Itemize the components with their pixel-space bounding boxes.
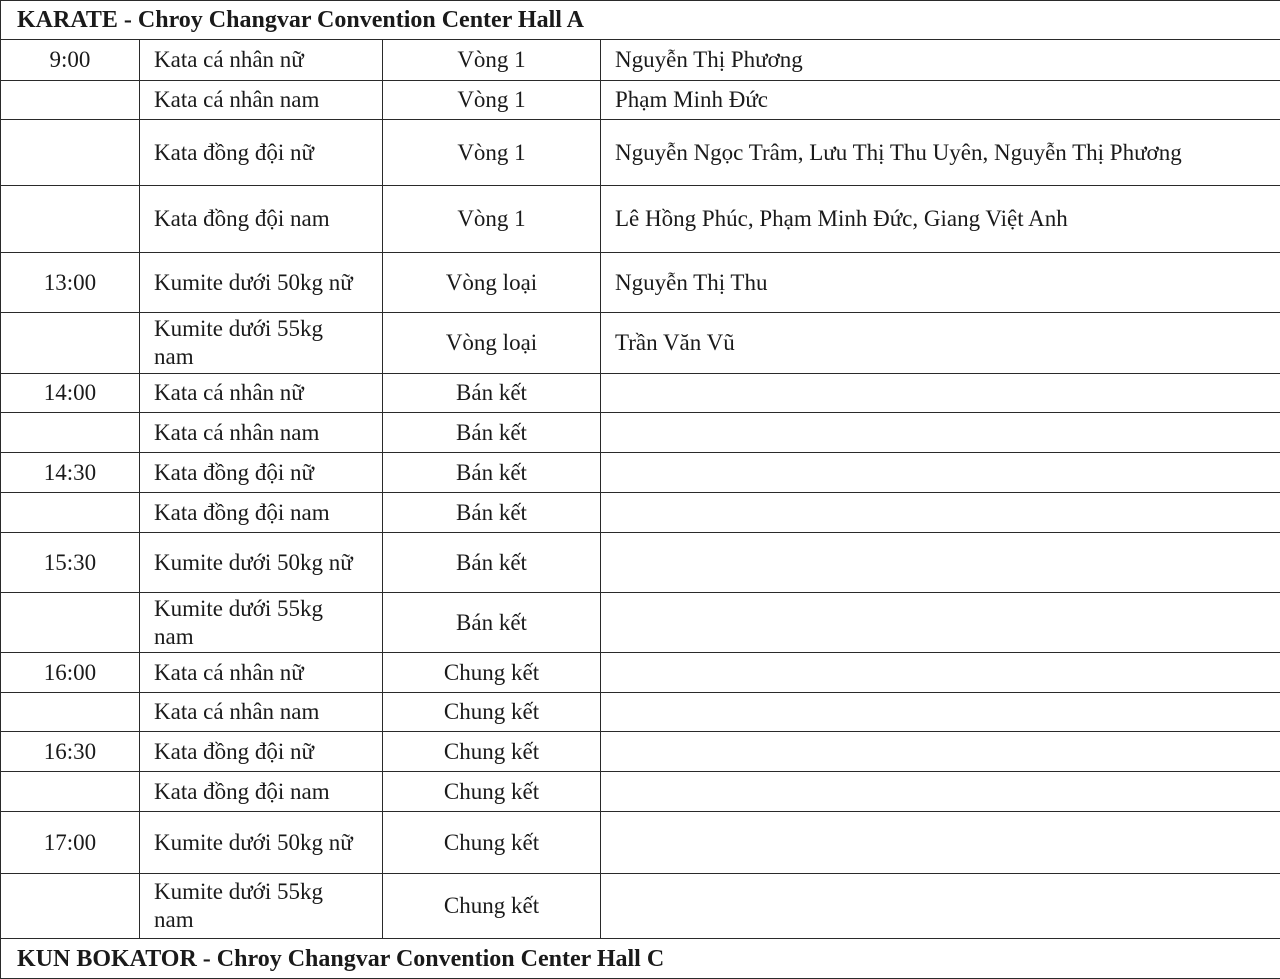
event-cell: Kumite dưới 55kg nam [140, 874, 383, 939]
time-cell: 9:00 [1, 40, 140, 81]
athletes-cell [601, 732, 1280, 772]
event-cell: Kata đồng đội nữ [140, 732, 383, 772]
athletes-cell [601, 874, 1280, 939]
event-cell: Kumite dưới 50kg nữ [140, 533, 383, 593]
table-row [1, 732, 1280, 772]
athletes-cell [601, 653, 1280, 693]
round-cell: Bán kết [383, 413, 601, 453]
event-cell: Kata cá nhân nữ [140, 40, 383, 81]
time-cell [1, 81, 140, 120]
time-cell [1, 593, 140, 653]
table-row [1, 812, 1280, 874]
event-cell: Kata cá nhân nam [140, 693, 383, 732]
event-cell: Kata đồng đội nữ [140, 453, 383, 493]
athletes-cell [601, 772, 1280, 812]
round-cell: Vòng 1 [383, 186, 601, 253]
section-header-row [1, 939, 1280, 979]
table-row [1, 874, 1280, 939]
event-cell: Kumite dưới 50kg nữ [140, 812, 383, 874]
event-cell: Kata đồng đội nữ [140, 120, 383, 186]
athletes-cell: Trần Văn Vũ [601, 313, 1280, 374]
time-cell [1, 874, 140, 939]
round-cell: Bán kết [383, 533, 601, 593]
table-row [1, 653, 1280, 693]
round-cell: Vòng loại [383, 313, 601, 374]
table-row [1, 120, 1280, 186]
round-cell: Chung kết [383, 653, 601, 693]
event-cell: Kumite dưới 50kg nữ [140, 253, 383, 313]
athletes-cell [601, 493, 1280, 533]
table-row [1, 186, 1280, 253]
table-row [1, 40, 1280, 81]
athletes-cell [601, 693, 1280, 732]
time-cell [1, 313, 140, 374]
time-cell [1, 120, 140, 186]
round-cell: Vòng loại [383, 253, 601, 313]
event-cell: Kumite dưới 55kg nam [140, 593, 383, 653]
event-cell: Kumite dưới 55kg nam [140, 313, 383, 374]
round-cell: Chung kết [383, 732, 601, 772]
round-cell: Bán kết [383, 493, 601, 533]
table-row [1, 81, 1280, 120]
athletes-cell: Nguyễn Ngọc Trâm, Lưu Thị Thu Uyên, Nguyễn Thị Phương [601, 120, 1280, 186]
athletes-cell: Nguyễn Thị Thu [601, 253, 1280, 313]
event-cell: Kata đồng đội nam [140, 493, 383, 533]
table-row [1, 693, 1280, 732]
time-cell [1, 693, 140, 732]
table-row [1, 413, 1280, 453]
event-cell: Kata cá nhân nam [140, 81, 383, 120]
time-cell [1, 186, 140, 253]
time-cell: 16:30 [1, 732, 140, 772]
time-cell: 13:00 [1, 253, 140, 313]
table-row [1, 253, 1280, 313]
table-row [1, 453, 1280, 493]
round-cell: Chung kết [383, 812, 601, 874]
event-cell: Kata đồng đội nam [140, 186, 383, 253]
time-cell: 14:30 [1, 453, 140, 493]
time-cell [1, 493, 140, 533]
round-cell: Bán kết [383, 593, 601, 653]
table-row [1, 772, 1280, 812]
athletes-cell: Nguyễn Thị Phương [601, 40, 1280, 81]
time-cell [1, 413, 140, 453]
section-title: KARATE - Chroy Changvar Convention Center Hall A [1, 1, 1280, 40]
round-cell: Bán kết [383, 453, 601, 493]
section-title: KUN BOKATOR - Chroy Changvar Convention Center Hall C [1, 939, 1280, 979]
athletes-cell [601, 533, 1280, 593]
table-row [1, 593, 1280, 653]
event-cell: Kata đồng đội nam [140, 772, 383, 812]
time-cell: 17:00 [1, 812, 140, 874]
round-cell: Bán kết [383, 374, 601, 413]
time-cell: 15:30 [1, 533, 140, 593]
round-cell: Chung kết [383, 772, 601, 812]
athletes-cell: Phạm Minh Đức [601, 81, 1280, 120]
event-cell: Kata cá nhân nam [140, 413, 383, 453]
athletes-cell [601, 413, 1280, 453]
athletes-cell [601, 453, 1280, 493]
athletes-cell [601, 593, 1280, 653]
time-cell [1, 772, 140, 812]
round-cell: Vòng 1 [383, 120, 601, 186]
round-cell: Vòng 1 [383, 40, 601, 81]
round-cell: Vòng 1 [383, 81, 601, 120]
time-cell: 14:00 [1, 374, 140, 413]
table-row [1, 493, 1280, 533]
event-cell: Kata cá nhân nữ [140, 653, 383, 693]
athletes-cell [601, 812, 1280, 874]
athletes-cell: Lê Hồng Phúc, Phạm Minh Đức, Giang Việt Anh [601, 186, 1280, 253]
event-cell: Kata cá nhân nữ [140, 374, 383, 413]
round-cell: Chung kết [383, 693, 601, 732]
table-row [1, 313, 1280, 374]
time-cell: 16:00 [1, 653, 140, 693]
round-cell: Chung kết [383, 874, 601, 939]
athletes-cell [601, 374, 1280, 413]
table-row [1, 374, 1280, 413]
section-header-row [1, 1, 1280, 40]
table-row [1, 533, 1280, 593]
